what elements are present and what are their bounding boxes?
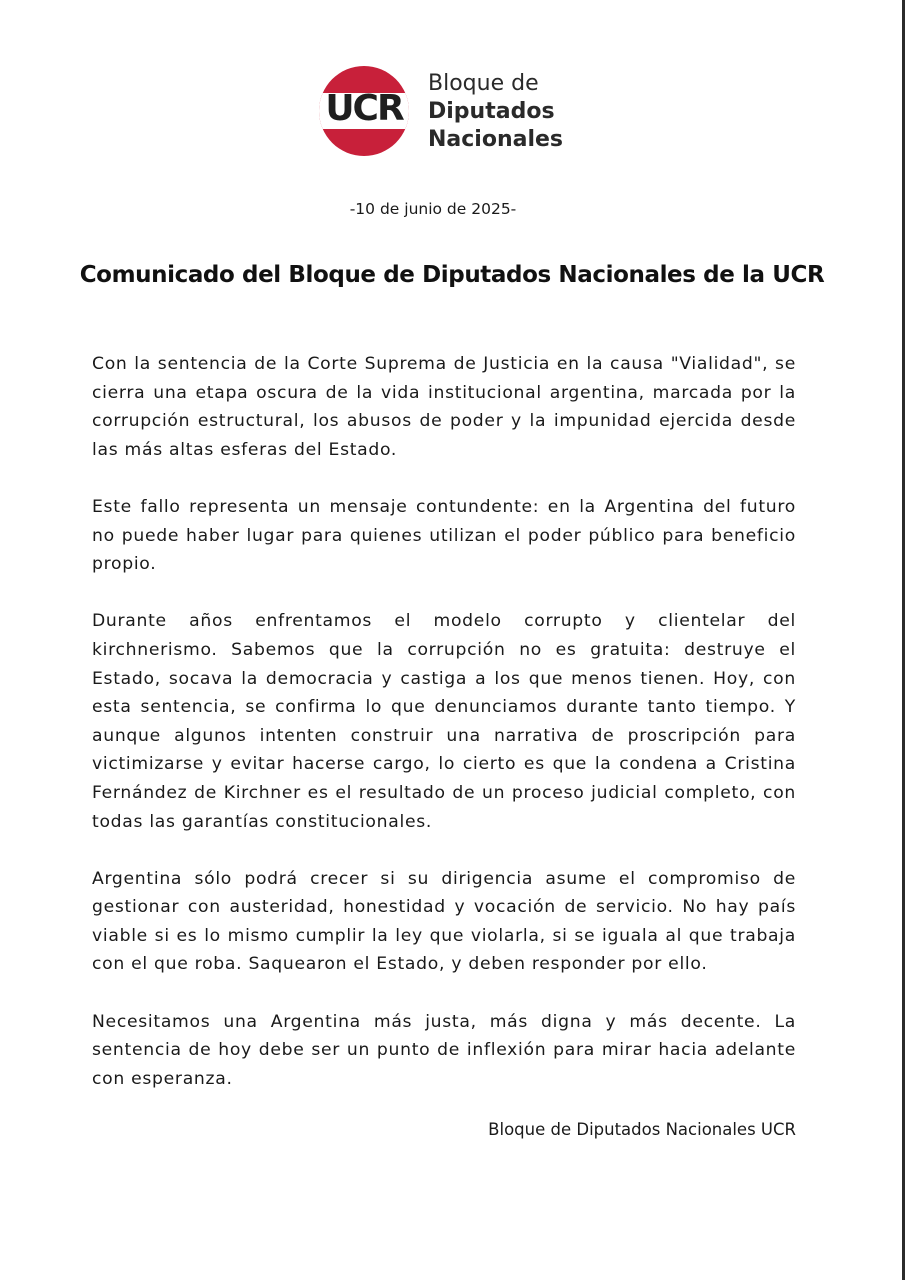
logo-line-2: Diputados (428, 99, 555, 124)
paragraph: Argentina sólo podrá crecer si su dirigencia asume el compromiso de gestionar con austeridad, honestidad y vocación de servicio. No hay país viable si es lo mismo cumplir la ley que violarla, si se iguala al que trabaja con el que roba. Saquearon el Estado, y deben responder por ello. (92, 868, 796, 975)
logo-text (428, 70, 588, 154)
logo-acronym: UCR (325, 88, 403, 129)
ucr-logo (318, 62, 578, 162)
signature: Bloque de Diputados Nacionales UCR (488, 1120, 796, 1139)
document-date: -10 de junio de 2025- (349, 200, 517, 218)
logo-line-3: Nacionales (428, 127, 564, 152)
paragraph: Durante años enfrentamos el modelo corrupto y clientelar del kirchnerismo. Sabemos que la corrupción no es gratuita: destruye el Estado, socava la democracia y castiga a los que menos tienen. Hoy, con esta sentencia, se confirma lo que denunciamos durante tanto tiempo. Y aunque algunos intenten construir una narrativa de proscripción para victimizarse y evitar hacerse cargo, lo cierto es que la condena a Cristina Fernández de Kirchner es el resultado de un proceso judicial completo, con todas las garantías constitucionales. (92, 611, 796, 832)
paragraph: Este fallo representa un mensaje contundente: en la Argentina del futuro no puede haber lugar para quienes utilizan el poder público para beneficio propio. (92, 496, 796, 575)
document-body (92, 350, 796, 1122)
paragraph: Necesitamos una Argentina más justa, más digna y más decente. La sentencia de hoy debe ser un punto de inflexión para mirar hacia adelante con esperanza. (92, 1011, 796, 1089)
logo-line-1: Bloque de (428, 71, 539, 96)
paragraph: Con la sentencia de la Corte Suprema de Justicia en la causa "Vialidad", se cierra una etapa oscura de la vida institucional argentina, marcada por la corrupción estructural, los abusos de poder y la impunidad ejercida desde las más altas esferas del Estado. (92, 354, 796, 460)
document-title: Comunicado del Bloque de Diputados Nacionales de la UCR (79, 262, 825, 288)
